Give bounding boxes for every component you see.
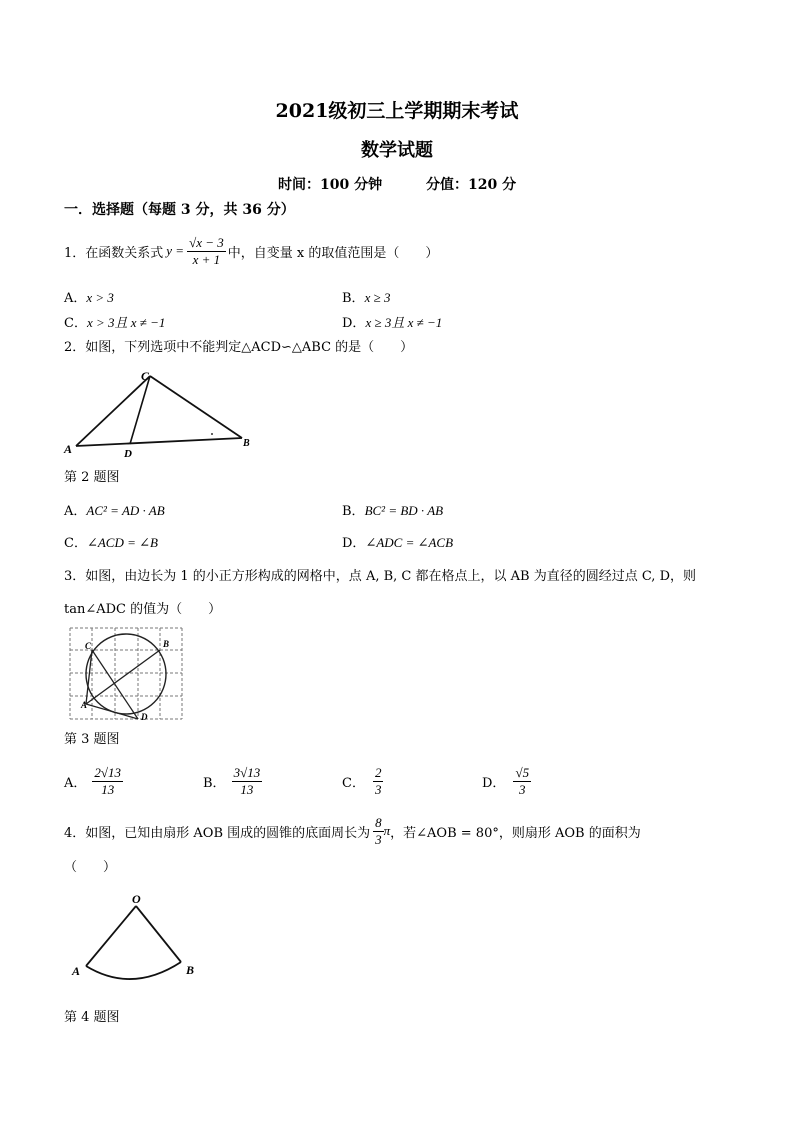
question-4-stem bbox=[64, 810, 641, 852]
q1-option-c: C．x > 3且 x ≠ −1 bbox=[64, 315, 166, 331]
q1-stem-pre: 1．在函数关系式 bbox=[64, 245, 164, 261]
q2-option-b: B．BC² = BD · AB bbox=[342, 503, 444, 519]
q4-fraction: $\frac{8}{3}$ bbox=[375, 814, 382, 847]
q4-blank: （ ） bbox=[64, 860, 117, 875]
q3-label-c: C bbox=[85, 641, 92, 651]
q3-option-a: A． $\frac{2√13}{13}$ bbox=[64, 764, 122, 797]
q1-stem-post: 中，自变量 x 的取值范围是（ ） bbox=[227, 245, 439, 261]
q3-label-d: D bbox=[141, 712, 148, 722]
q3-option-b: B． $\frac{3√13}{13}$ bbox=[203, 764, 261, 797]
q4-pi: π bbox=[383, 823, 391, 838]
question-2-stem: 2．如图，下列选项中不能判定△ACD∽△ABC 的是（ ） bbox=[64, 340, 414, 355]
q3-caption: 第 3 题图 bbox=[64, 732, 120, 747]
q3-option-c: C． $\frac{2}{3}$ bbox=[342, 764, 382, 797]
q2-label-c: C bbox=[141, 369, 150, 383]
q2-label-a: A bbox=[64, 442, 73, 456]
q1-fraction bbox=[187, 235, 226, 267]
q1-option-b: B．x ≥ 3 bbox=[342, 290, 391, 306]
question-1-stem bbox=[64, 230, 438, 272]
q1-denominator: x + 1 bbox=[192, 251, 221, 267]
q3-label-a: A bbox=[81, 700, 88, 710]
exam-score: 分值：120 分 bbox=[426, 177, 517, 193]
q1-option-d: D．x ≥ 3且 x ≠ −1 bbox=[342, 315, 443, 331]
q4-label-o: O bbox=[132, 892, 141, 906]
q2-option-d: D．∠ADC = ∠ACB bbox=[342, 535, 454, 551]
question-3-stem-line1: 3．如图，由边长为 1 的小正方形构成的网格中，点 A, B, C 都在格点上，以 AB 为直径的圆经过点 C, D，则 bbox=[64, 569, 696, 584]
q3-option-d: D． $\frac{√5}{3}$ bbox=[482, 764, 530, 797]
q2-option-a: A．AC² = AD · AB bbox=[64, 503, 165, 519]
q1-option-a: A．x > 3 bbox=[64, 290, 114, 306]
q4-label-a: A bbox=[72, 964, 81, 978]
exam-title: 2021级初三上学期期末考试 bbox=[275, 100, 519, 122]
exam-time: 时间：100 分钟 bbox=[278, 177, 383, 193]
q4-caption: 第 4 题图 bbox=[64, 1010, 120, 1025]
q4-stem-post: ，若∠AOB = 80°，则扇形 AOB 的面积为 bbox=[390, 825, 641, 841]
exam-subtitle: 数学试题 bbox=[361, 140, 433, 161]
q2-label-d: D bbox=[124, 448, 132, 458]
q3-label-b: B bbox=[163, 639, 170, 649]
q4-sector-figure bbox=[62, 890, 204, 990]
q4-stem-pre: 4．如图，已知由扇形 AOB 围成的圆锥的底面周长为 bbox=[64, 825, 371, 841]
q1-y-eq: y = bbox=[166, 243, 185, 258]
question-3-stem-line2: tan∠ADC 的值为（ ） bbox=[64, 602, 222, 617]
q2-option-c: C．∠ACD = ∠B bbox=[64, 535, 158, 551]
q4-label-b: B bbox=[186, 963, 195, 977]
q2-caption: 第 2 题图 bbox=[64, 470, 120, 485]
q3-grid-figure bbox=[68, 626, 184, 722]
q1-numerator: √x − 3 bbox=[189, 234, 224, 250]
q2-label-b: B bbox=[243, 438, 250, 449]
section-heading: 一．选择题（每题 3 分，共 36 分） bbox=[64, 202, 295, 218]
q2-triangle-figure bbox=[62, 364, 252, 458]
